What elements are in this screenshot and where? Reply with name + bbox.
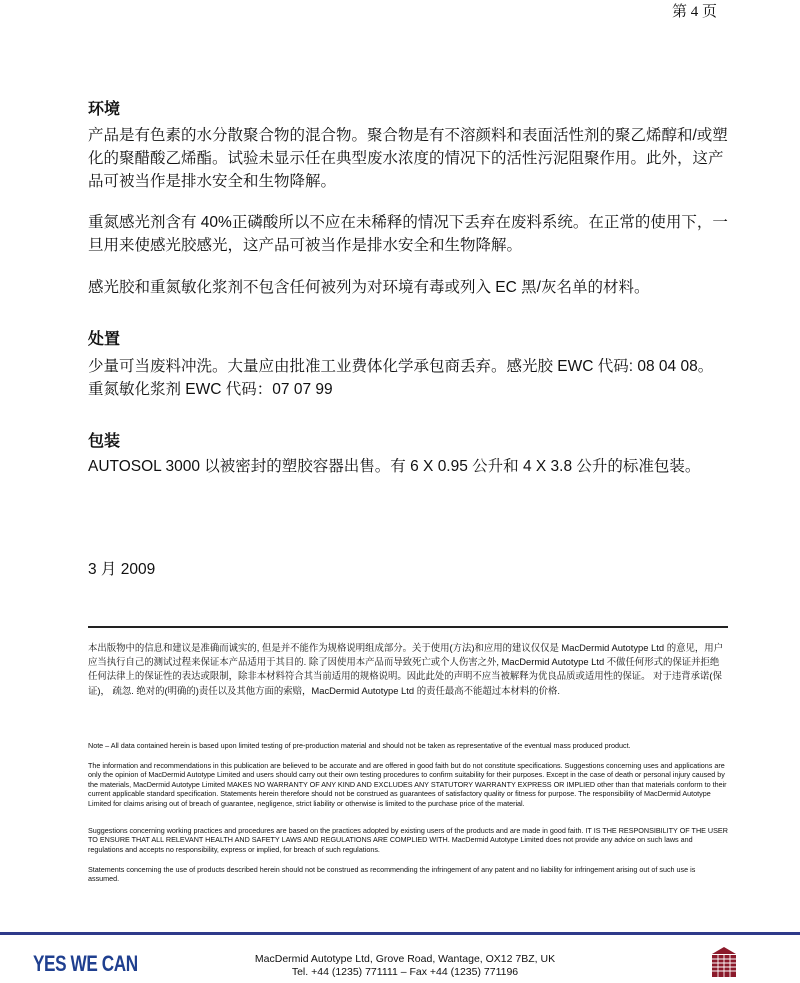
disclaimer-english-note: Note – All data contained herein is based upon limited testing of pre-production material and should not be taken as representative of the eventual mass produced product.	[88, 741, 631, 750]
disclaimer-divider	[88, 626, 728, 628]
environment-heading: 环境	[88, 101, 121, 118]
environment-paragraph-3: 感光胶和重氮敏化浆剂不包含任何被列为对环境有毒或列入 EC 黑/灰名单的材料。	[88, 279, 650, 296]
environment-paragraph-2: 重氮感光剂含有 40%正磷酸所以不应在未稀释的情况下丢弃在废料系统。在正常的使用下，一旦用来使感光胶感光，这产品可被当作是排水安全和生物降解。	[88, 214, 728, 254]
footer-address: MacDermid Autotype Ltd, Grove Road, Wantage, OX12 7BZ, UK	[254, 953, 556, 965]
issue-date: 3 月 2009	[88, 561, 156, 578]
disposal-paragraph: 少量可当废料冲洗。大量应由批准工业费体化学承包商丢弃。感光胶 EWC 代码: 08 04 08。重氮敏化浆剂 EWC 代码：07 07 99	[88, 358, 714, 398]
brand-slogan: YES WE CAN	[33, 951, 138, 976]
footer-contact: Tel. +44 (1235) 771111 – Fax +44 (1235) 771196	[291, 966, 519, 978]
disposal-heading: 处置	[88, 331, 121, 348]
environment-paragraph-1: 产品是有色素的水分散聚合物的混合物。聚合物是有不溶颜料和表面活性剂的聚乙烯醇和/或塑化的聚醋酸乙烯酯。试验未显示任在典型废水浓度的情况下的活性污泥阻聚作用。此外，这产品可被当作是排水安全和生物降解。	[88, 127, 728, 190]
disclaimer-chinese: 本出版物中的信息和建议是准确而诚实的, 但是并不能作为规格说明组成部分。关于使用(方法)和应用的建议仅仅是 MacDermid Autotype Ltd 的意见，用户应当执行自己的测试过程来保证本产品适用于其目的. 除了因使用本产品而导致死亡或个人伤害之外, MacDermid Autotype Ltd 不做任何形式的保证并拒绝任何法律上的保证性的表达或限制，除非本材料符合其当前适用的规格说明。因此此处的声明不应当被解释为优良品质或适用性的保证。 对于违背承诺(保证)， 疏忽. 绝对的(明确的)责任以及其他方面的索赔，MacDermid Autotype Ltd 的责任最高不能超过本材料的价格.	[88, 642, 723, 696]
page-number: 第 4 页	[672, 4, 718, 20]
packaging-heading: 包装	[88, 433, 121, 450]
disclaimer-english-patent: Statements concerning the use of products described herein should not be construed as recommending the infringement of any patent and no liability for infringement arising out of such use is assumed.	[88, 865, 696, 884]
footer-divider	[0, 932, 800, 935]
macdermid-logo-icon	[710, 946, 738, 978]
packaging-paragraph: AUTOSOL 3000 以被密封的塑胶容器出售。有 6 X 0.95 公升和 4 X 3.8 公升的标准包装。	[88, 458, 701, 475]
disclaimer-english-practices: Suggestions concerning working practices and procedures are based on the practices adopted by existing users of the products and are made in good faith. IT IS THE RESPONSIBILITY OF THE USER TO ENSURE THAT ALL RELEVANT HEALTH AND SAFETY LAWS AND REGULATIONS ARE COMPLIED WITH. MacDermid Autotype Limited does not provide any advice on such laws and regulations and accepts no responsibility, express or implied, for breach of such regulations.	[88, 826, 728, 854]
disclaimer-english-warranty: The information and recommendations in this publication are believed to be accurate and are offered in good faith but do not constitute specifications. Suggestions concerning uses and applications are only the opinion of MacDermid Autotype Limited and users should carry out their own testing procedures to confirm suitability for their purposes. Except in the case of death or personal injury caused by the materials, MacDermid Autotype Limited MAKES NO WARRANTY OF ANY KIND AND EXCLUDES ANY STATUTORY WARRANTY EXPRESS OR IMPLIED other than that materials conform to their current applicable standard specification. Statements herein therefore should not be construed as guarantees of satisfactory quality or fitness for purpose. The responsibility of MacDermid Autotype Limited for claims arising out of breach of guarantee, negligence, strict liability or otherwise is limited to the purchase price of the material.	[88, 761, 727, 808]
